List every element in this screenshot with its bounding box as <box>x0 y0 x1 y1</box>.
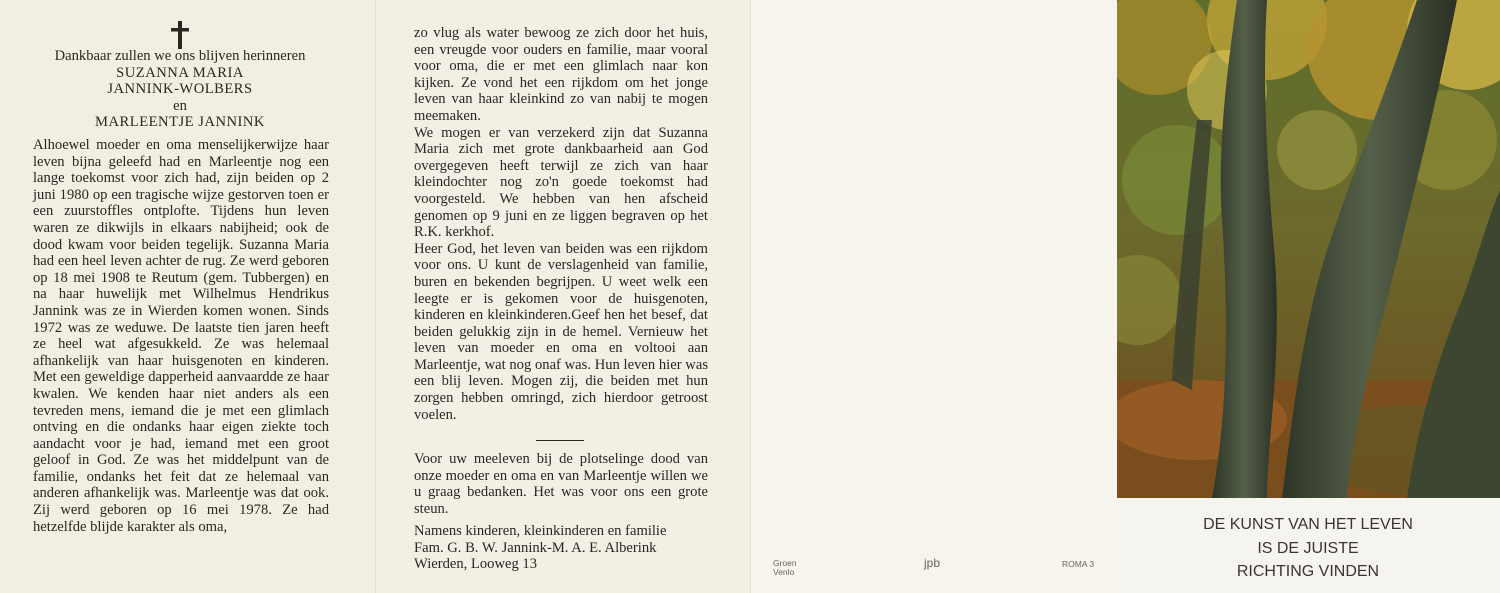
forest-photo <box>1117 0 1500 498</box>
cross-icon <box>168 20 192 50</box>
left-body-text: Alhoewel moeder en oma menselijkerwijze haar leven bijna geleefd had en Marleentje nog een lange toekomst voor zich had, zijn beiden op 2 juni 1980 op een tragische wijze gestorven toen er een zuurstoffles ontplofte. Tijdens hun leven waren ze dikwijls in elkaars nabijheid; ook de dood kwam voor beiden tegelijk. Suzanna Maria had een heel leven achter de rug. Ze werd geboren op 18 mei 1908 te Reutum (gem. Tubbergen) en na haar huwelijk met Wilhelmus Hendrikus Jannink was ze in Wierden komen wonen. Sinds 1972 was ze weduwe. De laatste tien jaren heeft ze heel wat afgesukkeld. Ze was helemaal afhankelijk van haar huisgenoten en kinderen. Met een geweldige dapperheid aanvaardde ze haar kwalen. We kenden haar niet anders als een tevreden mens, iemand die je met een glimlach ontving en die ondanks haar eigen ziekte toch aandacht voor je had, iemand met een groot geloof in God. Ze was het middelpunt van de familie, ondanks het feit dat ze helemaal van anderen afhankelijk was. Marleentje was dat ook. Zij werd geboren op 16 mei 1978. Ze had hetzelfde blijde karakter als oma, <box>33 137 329 535</box>
separator-line <box>536 440 584 441</box>
motto-caption <box>1157 513 1459 584</box>
series-mark: ROMA 3 <box>1062 559 1095 569</box>
deceased-name-1b: JANNINK-WOLBERS <box>107 81 253 98</box>
middle-body-text <box>414 25 708 423</box>
signature-line-3: Wierden, Looweg 13 <box>414 556 538 573</box>
printer-line-2: Venlo <box>773 567 795 577</box>
printer-mark <box>773 559 797 577</box>
left-text-panel <box>0 0 375 593</box>
middle-paragraph-2: We mogen er van verzekerd zijn dat Suzanna Maria zich met grote dankbaarheid aan God overgegeven heeft terwijl ze zich van haar kleindochter nog zo'n goede toekomst had voorgesteld. We hebben van hen afscheid genomen op 9 juni en ze liggen begraven op het R.K. kerkhof. <box>414 124 708 241</box>
signature-block <box>414 523 708 573</box>
middle-paragraph-1: zo vlug als water bewoog ze zich door het huis, een vreugde voor ouders en familie, maar vooral voor oma, die er met een glimlach naar kon kijken. Ze vond het een rijkdom om het jonge leven van haar kleinkind zo van nabij te mogen meemaken. <box>414 25 708 124</box>
signature-line-1: Namens kinderen, kleinkinderen en familie <box>414 523 667 539</box>
deceased-name-1a: SUZANNA MARIA <box>116 64 244 81</box>
caption-line-2: IS DE JUISTE <box>1257 539 1359 557</box>
back-panel <box>750 0 1117 593</box>
printer-line-1: Groen <box>773 558 797 568</box>
front-panel <box>1117 0 1500 593</box>
intro-line: Dankbaar zullen we ons blijven herinneren <box>54 48 306 64</box>
middle-text-panel <box>375 0 750 593</box>
caption-line-1: DE KUNST VAN HET LEVEN <box>1203 516 1413 533</box>
signature-line-2: Fam. G. B. W. Jannink-M. A. E. Alberink <box>414 539 657 556</box>
memorial-header <box>30 48 330 131</box>
middle-paragraph-3: Heer God, het leven van beiden was een rijkdom voor ons. U kunt de verslagenheid van familie, buren en bekenden begrijpen. U weet welk een leegte er is gekomen voor de huisgenoten, kinderen en kleinkinderen.Geef hen het besef, dat beiden gelukkig zijn in de hemel. Vernieuw het leven van moeder en oma en voltooi aan Marleentje, wat nog onaf was. Hun leven hier was een blij leven. Mogen zij, die beiden met hun zorgen hebben omringd, zich hierdoor getroost voelen. <box>414 240 708 423</box>
thanks-text: Voor uw meeleven bij de plotselinge dood van onze moeder en oma en van Marleentje willen we u graag bedanken. Het was voor ons een grote steun. <box>414 451 708 517</box>
initials-mark: jpb <box>924 556 941 570</box>
conjunction: en <box>173 97 187 114</box>
deceased-name-2: MARLEENTJE JANNINK <box>95 114 265 131</box>
caption-line-3: RICHTING VINDEN <box>1236 563 1380 580</box>
